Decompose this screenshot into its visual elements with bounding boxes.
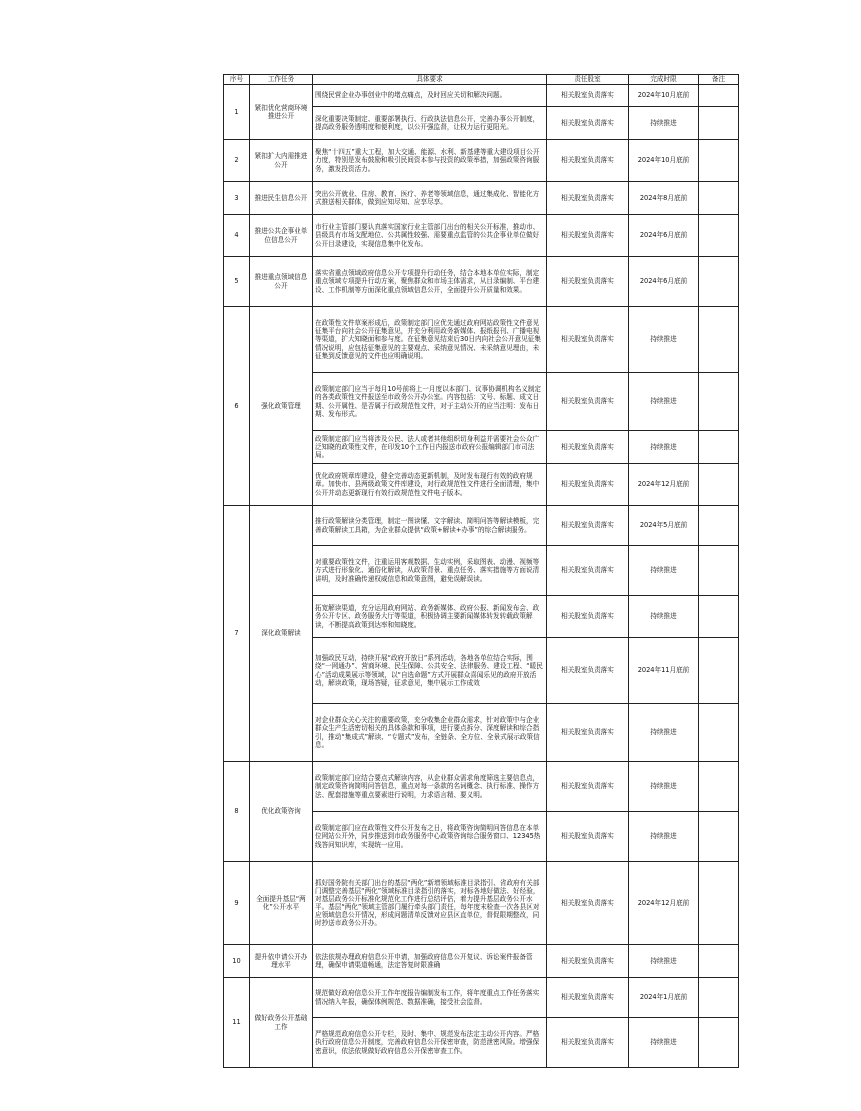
responsible-dept: 相关股室负责落实 xyxy=(547,431,629,464)
work-task: 推进民生信息公开 xyxy=(250,182,313,215)
remark xyxy=(699,140,739,182)
task-requirement: 在政策性文件草案形成后，政策制定部门应优先通过政府网站政策性文件意见征集平台向社会公开征集意见，并充分利用政务新媒体、报纸报刊、广播电视等渠道，扩大知晓面和参与度。在征集意见结束后30日内向社会公开意见征集情况说明，应包括征集意见的主要观点、采纳意见情况、未采纳意见理由，未征集到反馈意见的文件也应明确说明。 xyxy=(313,307,547,373)
deadline: 持续推进 xyxy=(629,704,699,762)
deadline: 持续推进 xyxy=(629,373,699,431)
remark xyxy=(699,506,739,546)
table-header-row xyxy=(224,75,739,85)
deadline: 2024年10月底前 xyxy=(629,140,699,182)
remark xyxy=(699,182,739,215)
remark xyxy=(699,638,739,704)
remark xyxy=(699,945,739,978)
responsible-dept: 相关股室负责落实 xyxy=(547,85,629,107)
task-requirement: 严格规范政府信息公开专栏，及时、集中、规范发布法定主动公开内容。严格执行政府信息公开制度，完善政府信息公开保密审查，防范泄密风险。增强保密意识，依法依规做好政府信息公开保密审查工作。 xyxy=(313,1018,547,1068)
table-row xyxy=(224,762,739,812)
task-table xyxy=(223,74,739,1068)
remark xyxy=(699,862,739,945)
table-row xyxy=(224,307,739,373)
header-deadline: 完成时限 xyxy=(629,75,699,85)
responsible-dept: 相关股室负责落实 xyxy=(547,307,629,373)
deadline: 2024年8月底前 xyxy=(629,182,699,215)
remark xyxy=(699,546,739,596)
responsible-dept: 相关股室负责落实 xyxy=(547,945,629,978)
task-requirement: 政策制定部门应当于每月10号前将上一月度以本部门、议事协调机构名义制定的各类政策性文件报送至市政务公开办公室。内容包括：文号、标题、成文日期、公开属性、是否属于行政规范性文件，对于主动公开的应当注明：发布日期、发布形式。 xyxy=(313,373,547,431)
task-requirement: 政策制定部门应当将涉及公民、法人或者其他组织切身利益并需要社会公众广泛知晓的政策性文件，在印发10个工作日内报送市政府公报编辑部门市司法局。 xyxy=(313,431,547,464)
row-number: 11 xyxy=(224,978,250,1068)
task-requirement: 对重要政策性文件，注重运用客观数据、生动实例，采取图表、动漫、视频等方式进行形象化、通俗化解读，从政策背景、重点任务、落实措施等方面说清讲明，及时准确传递权威信息和政策意图，避免误解误读。 xyxy=(313,546,547,596)
deadline: 2024年6月底前 xyxy=(629,215,699,257)
task-requirement: 抓好国务院有关部门出台的基层“两化”新增领域标准目录指引、省政府有关部门调整完善基层“两化”领域标准目录指引的落实，对标各地好做法、好经验，对基层政务公开标准化规范化工作进行总结评估，着力提升基层政务公开水平。基层“两化”领域主管部门履行牵头部门责任，每年度末检查一次各县区对应领域信息公开情况，形成问题清单反馈对应县区直单位，督促限期整改，同时抄送市政务公开办。 xyxy=(313,862,547,945)
remark xyxy=(699,704,739,762)
work-task: 强化政策管理 xyxy=(250,307,313,506)
deadline: 2024年6月底前 xyxy=(629,257,699,307)
work-task: 优化政策咨询 xyxy=(250,762,313,862)
deadline: 持续推进 xyxy=(629,1018,699,1068)
deadline: 持续推进 xyxy=(629,762,699,812)
row-number: 2 xyxy=(224,140,250,182)
remark xyxy=(699,215,739,257)
task-requirement: 拓宽解读渠道，充分运用政府网站、政务新媒体、政府公报、新闻发布会、政务公开专区、政务服务大厅等渠道，积极协调主要新闻媒体转发转载政策解读，不断提高政策到达率和知晓度。 xyxy=(313,596,547,638)
header-dept: 责任股室 xyxy=(547,75,629,85)
work-task: 全面提升基层“两化”公开水平 xyxy=(250,862,313,945)
responsible-dept: 相关股室负责落实 xyxy=(547,546,629,596)
task-requirement: 优化政府规章库建设，健全完善动态更新机制，及时发布现行有效的政府规章。加快市、县两级政策文件库建设，对行政规范性文件进行全面清理，集中公开并动态更新现行有效行政规范性文件电子版本。 xyxy=(313,464,547,506)
row-number: 4 xyxy=(224,215,250,257)
remark xyxy=(699,762,739,812)
row-number: 8 xyxy=(224,762,250,862)
responsible-dept: 相关股室负责落实 xyxy=(547,638,629,704)
work-task: 提升依申请公开办理水平 xyxy=(250,945,313,978)
header-requirement: 具体要求 xyxy=(313,75,547,85)
table-row xyxy=(224,182,739,215)
row-number: 3 xyxy=(224,182,250,215)
work-task: 推进重点领域信息公开 xyxy=(250,257,313,307)
table-row xyxy=(224,862,739,945)
table-body xyxy=(224,85,739,1068)
row-number: 5 xyxy=(224,257,250,307)
remark xyxy=(699,596,739,638)
table-row xyxy=(224,85,739,107)
task-requirement: 对企业群众关心关注的重要政策，充分收集企业群众需求，针对政策中与企业群众生产生活密切相关的具体条款和事项，进行要点拆分、深度解读和综合指引，推动“集成式”解读、“专题式”发布，全链条、全方位、全景式展示政策信息。 xyxy=(313,704,547,762)
task-requirement: 政策制定部门应结合要点式解读内容，从企业群众需求角度筛选主要信息点，制定政策咨询简明问答信息，重点对每一条款的名词概念、执行标准、操作方法、配套措施等重点要素进行说明，力求语言精、要义明。 xyxy=(313,762,547,812)
deadline: 2024年1月底前 xyxy=(629,978,699,1018)
deadline: 持续推进 xyxy=(629,812,699,862)
header-task: 工作任务 xyxy=(250,75,313,85)
deadline: 持续推进 xyxy=(629,546,699,596)
task-requirement: 政策制定部门应在政策性文件公开发布之日，将政策咨询简明问答信息在本单位网站公开外，同步推送到市政务服务中心政策咨询综合服务窗口、12345热线答问知识库，实现统一应用。 xyxy=(313,812,547,862)
row-number: 9 xyxy=(224,862,250,945)
row-number: 1 xyxy=(224,85,250,140)
row-number: 7 xyxy=(224,506,250,762)
deadline: 持续推进 xyxy=(629,945,699,978)
responsible-dept: 相关股室负责落实 xyxy=(547,812,629,862)
task-requirement: 加强政民互动，持续开展“政府开放日”系列活动，各地各单位结合实际，围绕“一网通办”、营商环境、民生保障、公共安全、法律服务、建设工程、“暖民心”活动成果展示等领域，以“自选命题”方式开展群众喜闻乐见的政府开放活动，解读政策，现场答疑，征求意见，集中展示工作成效 xyxy=(313,638,547,704)
remark xyxy=(699,85,739,107)
responsible-dept: 相关股室负责落实 xyxy=(547,182,629,215)
work-task: 推进公共企事业单位信息公开 xyxy=(250,215,313,257)
deadline: 持续推进 xyxy=(629,307,699,373)
deadline: 2024年5月底前 xyxy=(629,506,699,546)
responsible-dept: 相关股室负责落实 xyxy=(547,596,629,638)
responsible-dept: 相关股室负责落实 xyxy=(547,978,629,1018)
header-no: 序号 xyxy=(224,75,250,85)
table-row xyxy=(224,257,739,307)
work-task: 紧扣扩大内需推进公开 xyxy=(250,140,313,182)
task-requirement: 深化重要决策制定、重要部署执行、行政执法信息公开，完善办事公开制度，提高政务服务透明度和便利度，以公开强监督，让权力运行更阳光。 xyxy=(313,107,547,140)
responsible-dept: 相关股室负责落实 xyxy=(547,215,629,257)
task-requirement: 围绕民营企业办事创业中的堵点痛点，及时回应关切和解决问题。 xyxy=(313,85,547,107)
responsible-dept: 相关股室负责落实 xyxy=(547,257,629,307)
deadline: 2024年12月底前 xyxy=(629,464,699,506)
deadline: 持续推进 xyxy=(629,596,699,638)
remark xyxy=(699,257,739,307)
remark xyxy=(699,464,739,506)
responsible-dept: 相关股室负责落实 xyxy=(547,373,629,431)
deadline: 2024年10月底前 xyxy=(629,85,699,107)
task-requirement: 依法依规办理政府信息公开申请，加强政府信息公开复议、诉讼案件报备管理，确保申请渠道畅通，法定答复时限准确 xyxy=(313,945,547,978)
deadline: 2024年12月底前 xyxy=(629,862,699,945)
task-requirement: 落实省重点领域政府信息公开专项提升行动任务，结合本地本单位实际，制定重点领域专项提升行动方案，聚焦群众和市场主体需求，从目录编制、平台建设、工作机制等方面深化重点领域信息公开，全面提升公开质量和效果。 xyxy=(313,257,547,307)
deadline: 持续推进 xyxy=(629,431,699,464)
responsible-dept: 相关股室负责落实 xyxy=(547,107,629,140)
deadline: 2024年11月底前 xyxy=(629,638,699,704)
deadline: 持续推进 xyxy=(629,107,699,140)
table-row xyxy=(224,215,739,257)
remark xyxy=(699,373,739,431)
remark xyxy=(699,1018,739,1068)
remark xyxy=(699,431,739,464)
task-requirement: 推行政策解读分类管理，制定一图读懂、文字解读、简明问答等解读模板，完善政策解读工具箱，为企业群众提供“政策+解读+办事”的综合解读服务。 xyxy=(313,506,547,546)
work-task: 深化政策解读 xyxy=(250,506,313,762)
responsible-dept: 相关股室负责落实 xyxy=(547,762,629,812)
responsible-dept: 相关股室负责落实 xyxy=(547,862,629,945)
remark xyxy=(699,307,739,373)
responsible-dept: 相关股室负责落实 xyxy=(547,140,629,182)
row-number: 10 xyxy=(224,945,250,978)
task-requirement: 突出公开就业、住房、教育、医疗、养老等领域信息，通过集成化、智能化方式推送相关群体，做到应知尽知、应享尽享。 xyxy=(313,182,547,215)
table-row xyxy=(224,140,739,182)
work-task: 做好政务公开基础工作 xyxy=(250,978,313,1068)
table-row xyxy=(224,506,739,546)
responsible-dept: 相关股室负责落实 xyxy=(547,506,629,546)
task-requirement: 聚焦“十四五”重大工程，加大交通、能源、水利、新基建等重大建设项目公开力度，特别是发布鼓励和吸引民间资本参与投资的政策举措，加强政策咨询服务，激发投资活力。 xyxy=(313,140,547,182)
task-requirement: 规范做好政府信息公开工作年度报告编制发布工作，将年度重点工作任务落实情况纳入年报，确保体例规范、数据准确，接受社会监督。 xyxy=(313,978,547,1018)
remark xyxy=(699,812,739,862)
remark xyxy=(699,107,739,140)
table-row xyxy=(224,978,739,1018)
row-number: 6 xyxy=(224,307,250,506)
table-row xyxy=(224,945,739,978)
task-requirement: 市行业主管部门要认真落实国家行业主管部门出台的相关公开标准，推动市、县级具有市场支配地位、公共属性较强、需要重点监管的公共企事业单位做好公开目录建设，实现信息集中化发布。 xyxy=(313,215,547,257)
remark xyxy=(699,978,739,1018)
work-task: 紧扣优化营商环境推进公开 xyxy=(250,85,313,140)
responsible-dept: 相关股室负责落实 xyxy=(547,1018,629,1068)
responsible-dept: 相关股室负责落实 xyxy=(547,704,629,762)
responsible-dept: 相关股室负责落实 xyxy=(547,464,629,506)
header-note: 备注 xyxy=(699,75,739,85)
